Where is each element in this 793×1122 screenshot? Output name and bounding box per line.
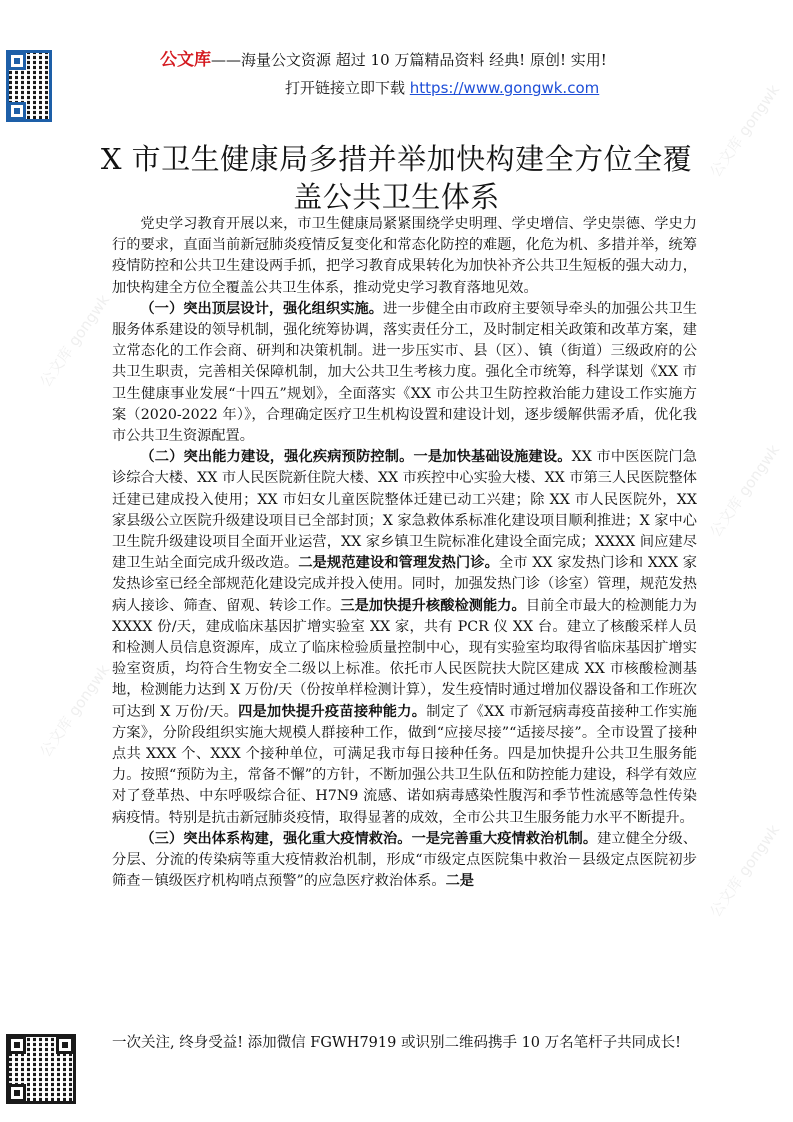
section-1-paragraph: [112, 299, 697, 447]
header-tagline: [160, 50, 720, 70]
section-3-sub2-heading: 二是: [445, 873, 474, 890]
tagline-text: ——海量公文资源 超过 10 万篇精品资料 经典! 原创! 实用!: [211, 51, 607, 69]
section-3-heading: （三）突出体系构建，强化重大疫情救治。: [140, 830, 412, 847]
section-2-sub1-heading: 一是加快基础设施建设。: [413, 449, 572, 466]
wechat-qr-code-icon[interactable]: [6, 1034, 76, 1104]
watermark: 公文库 gongwk: [706, 81, 784, 181]
download-link[interactable]: https://www.gongwk.com: [409, 79, 600, 97]
watermark: 公文库 gongwk: [36, 661, 114, 761]
document-body: [112, 214, 697, 893]
intro-paragraph: 党史学习教育开展以来，市卫生健康局紧紧围绕学史明理、学史增信、学史崇德、学史力行的要求，直面当前新冠肺炎疫情反复变化和常态化防控的难题，化危为机、多措并举，统筹疫情防控和公共卫生建设两手抓，把学习教育成果转化为加快补齐公共卫生短板的强大动力，加快构建全方位全覆盖公共卫生体系，推动党史学习教育落地见效。: [112, 216, 697, 296]
section-3-paragraph: [112, 829, 697, 893]
section-2-heading: （二）突出能力建设，强化疾病预防控制。: [140, 449, 414, 466]
section-2-sub4-heading: 四是加快提升疫苗接种能力。: [238, 703, 427, 720]
section-1-heading: （一）突出顶层设计，强化组织实施。: [140, 300, 384, 317]
section-2-sub4-text: 制定了《XX 市新冠病毒疫苗接种工作实施方案》，分阶段组织实施大规模人群接种工作，做到“应接尽接”“适接尽接”。全市设置了接种点共 XXX 个、XXX 个接种单位，可满足我市每日接种任务。四是加快提升公共卫生服务能力。按照“预防为主，常备不懈”的方针，不断加强公共卫生队伍和防控能力建设，科学有效应对了登革热、中东呼吸综合征、H7N9 流感、诺如病毒感染性腹泻和季节性流感等急性传染病疫情。特别是抗击新冠肺炎疫情，取得显著的成效，全市公共卫生服务能力水平不断提升。: [112, 703, 697, 826]
section-2-sub2-heading: 二是规范建设和管理发热门诊。: [298, 555, 500, 572]
section-2-paragraph: [112, 447, 697, 829]
section-2-sub1-text: XX 市中医医院门急诊综合大楼、XX 市人民医院新住院大楼、XX 市疾控中心实验大楼、XX 市第三人民医院整体迁建已建成投入使用；XX 市妇女儿童医院整体迁建已动工兴建；除 XX 市人民医院外，XX 家县级公立医院升级建设项目已全部封顶；X 家急救体系标准化建设项目顺利推进；X 家中心卫生院升级建设项目全面开业运营，XX 家乡镇卫生院标准化建设全面完成；XXXX 间应建尽建卫生站全面完成升级改造。: [112, 449, 697, 572]
section-2-sub3-text: 目前全市最大的检测能力为 XXXX 份/天，建成临床基因扩增实验室 XX 家，共有 PCR 仪 XX 台。建立了核酸采样人员和检测人员信息资源库，成立了临床检验质量控制中心，现有实验室均取得省临床基因扩增实验室资质，均符合生物安全二级以上标准。依托市人民医院扶大院区建成 XX 市核酸检测基地，检测能力达到 X 万份/天（份按单样检测计算），发生疫情时通过增加仪器设备和工作班次可达到 X 万份/天。: [112, 597, 697, 720]
section-3-sub1-heading: 一是完善重大疫情救治机制。: [411, 830, 598, 847]
download-line: [285, 78, 599, 98]
document-title: X 市卫生健康局多措并举加快构建全方位全覆盖公共卫生体系: [100, 142, 693, 214]
watermark: 公文库 gongwk: [706, 821, 784, 921]
section-3-sub1-text: 建立健全分级、分层、分流的传染病等重大疫情救治机制，形成“市级定点医院集中救治－县级定点医院初步筛查－镇级医疗机构哨点预警”的应急医疗救治体系。: [112, 830, 697, 890]
section-1-text: 进一步健全由市政府主要领导牵头的加强公共卫生服务体系建设的领导机制，强化统筹协调，落实责任分工，及时制定相关政策和改革方案，建立常态化的工作会商、研判和决策机制。进一步压实市、县（区）、镇（街道）三级政府的公共卫生职责，完善相关保障机制，加大公共卫生考核力度。强化全市统筹，科学谋划《XX 市卫生健康事业发展“十四五”规划》，全面落实《XX 市公共卫生防控救治能力建设工作实施方案（2020-2022 年）》，合理确定医疗卫生机构设置和建设计划，逐步缓解供需矛盾，优化我市公共卫生资源配置。: [112, 300, 697, 445]
footer-text: 一次关注, 终身受益! 添加微信 FGWH7919 或识别二维码携手 10 万名笔杆子共同成长!: [112, 1035, 681, 1051]
section-2-sub3-heading: 三是加快提升核酸检测能力。: [340, 597, 526, 614]
brand-logo: 公文库: [160, 50, 211, 70]
qr-code-icon[interactable]: [6, 50, 52, 122]
section-2-sub2-text: 全市 XX 家发热门诊和 XXX 家发热诊室已经全部规范化建设完成并投入使用。同时，加强发热门诊（诊室）管理，规范发热病人接诊、筛查、留观、转诊工作。: [112, 555, 697, 614]
watermark: 公文库 gongwk: [706, 441, 784, 541]
watermark: 公文库 gongwk: [36, 291, 114, 391]
download-prefix: 打开链接立即下载: [285, 79, 410, 97]
